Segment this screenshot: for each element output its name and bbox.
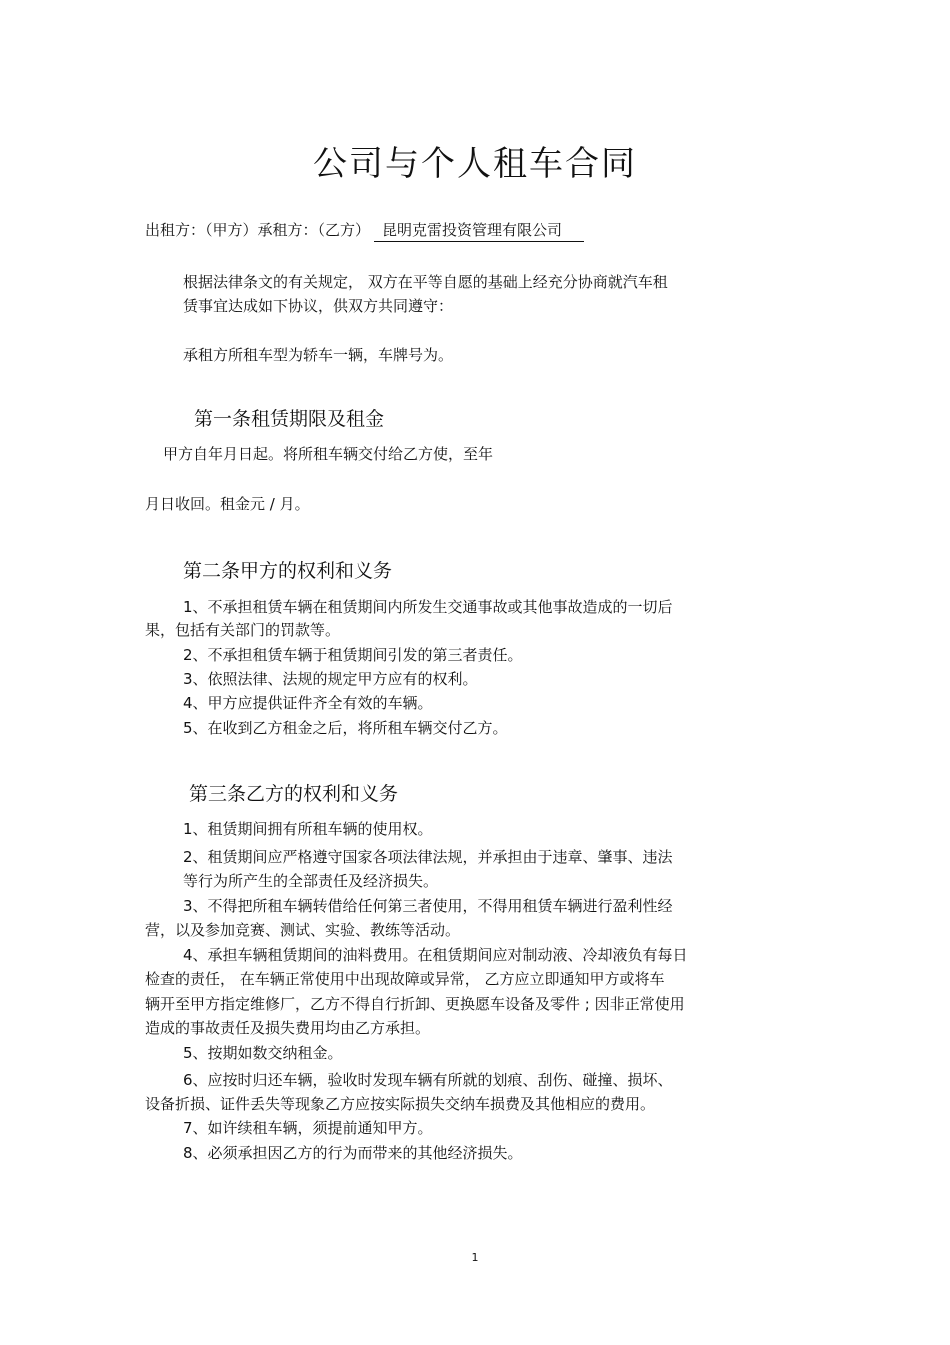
intro-line-1: 根据法律条文的有关规定， 双方在平等自愿的基础上经充分协商就汽车租 bbox=[183, 273, 668, 291]
article-1-line-1: 甲方自年月日起。将所租车辆交付给乙方使，至年 bbox=[163, 445, 494, 463]
article-3-line: 1、租赁期间拥有所租车辆的使用权。 bbox=[183, 820, 433, 838]
intro-line-2: 赁事宜达成如下协议，供双方共同遵守： bbox=[183, 297, 454, 315]
article-3-line: 检查的责任， 在车辆正常使用中出现故障或异常， 乙方应立即通知甲方或将车 bbox=[145, 970, 665, 988]
lessee-label: 承租方：（乙方） bbox=[257, 221, 371, 239]
article-2-line: 2、不承担租赁车辆于租赁期间引发的第三者责任。 bbox=[183, 646, 523, 664]
article-3-line: 2、租赁期间应严格遵守国家各项法律法规，并承担由于违章、肇事、违法 bbox=[183, 848, 673, 866]
article-3-line: 8、必须承担因乙方的行为而带来的其他经济损失。 bbox=[183, 1144, 523, 1162]
article-3-line: 营，以及参加竞赛、测试、实验、教练等活动。 bbox=[145, 921, 461, 939]
article-2-line: 果，包括有关部门的罚款等。 bbox=[145, 621, 341, 639]
article-2-line: 1、不承担租赁车辆在租赁期间内所发生交通事故或其他事故造成的一切后 bbox=[183, 598, 673, 616]
article-1-line-2: 月日收回。租金元 / 月。 bbox=[145, 495, 310, 513]
article-3-line: 5、按期如数交纳租金。 bbox=[183, 1044, 343, 1062]
article-3-line: 辆开至甲方指定维修厂，乙方不得自行折卸、更换愿车设备及零件 ; 因非正常使用 bbox=[145, 995, 685, 1013]
article-2-line: 4、甲方应提供证件齐全有效的车辆。 bbox=[183, 694, 433, 712]
article-3-line: 4、承担车辆租赁期间的油料费用。在租赁期间应对制动液、冷却液负有每日 bbox=[183, 946, 688, 964]
article-3-line: 设备折损、证件丢失等现象乙方应按实际损失交纳车损费及其他相应的费用。 bbox=[145, 1095, 656, 1113]
article-3-line: 等行为所产生的全部责任及经济损失。 bbox=[183, 872, 439, 890]
article-3-heading: 第三条乙方的权利和义务 bbox=[189, 783, 399, 805]
article-1-heading: 第一条租赁期限及租金 bbox=[194, 408, 385, 430]
article-3-line: 6、应按时归还车辆，验收时发现车辆有所就的划痕、刮伤、碰撞、损坏、 bbox=[183, 1071, 673, 1089]
page-number: 1 bbox=[471, 1251, 479, 1264]
lessor-label: 出租方：（甲方） bbox=[145, 221, 258, 239]
vehicle-clause: 承租方所租车型为轿车一辆，车牌号为。 bbox=[183, 346, 454, 364]
article-3-line: 造成的事故责任及损失费用均由乙方承担。 bbox=[145, 1019, 431, 1037]
lessee-company: 昆明克雷投资管理有限公司 bbox=[374, 221, 584, 242]
parties-line bbox=[145, 219, 584, 240]
document-title: 公司与个人租车合同 bbox=[313, 144, 637, 184]
article-2-line: 3、依照法律、法规的规定甲方应有的权利。 bbox=[183, 670, 478, 688]
article-3-line: 7、如许续租车辆，须提前通知甲方。 bbox=[183, 1119, 433, 1137]
article-3-line: 3、不得把所租车辆转借给任何第三者使用，不得用租赁车辆进行盈利性经 bbox=[183, 897, 673, 915]
article-2-heading: 第二条甲方的权利和义务 bbox=[183, 560, 393, 582]
article-2-line: 5、在收到乙方租金之后，将所租车辆交付乙方。 bbox=[183, 719, 508, 737]
